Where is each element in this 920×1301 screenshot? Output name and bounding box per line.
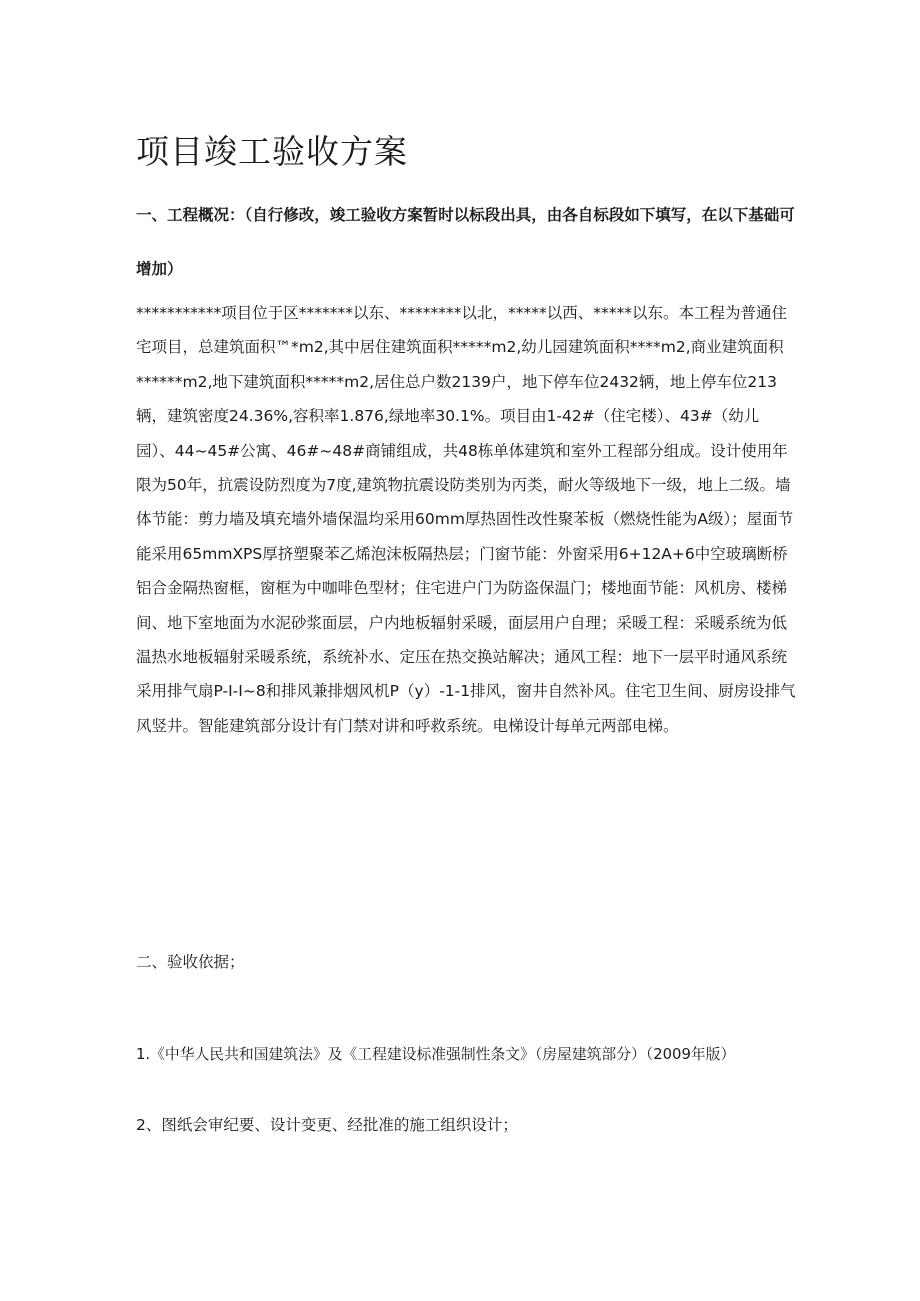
basis-list-item: 2、图纸会审纪要、设计变更、经批准的施工组织设计； xyxy=(136,1116,518,1134)
section-heading-acceptance-basis: 二、验收依据； xyxy=(136,953,245,971)
basis-list-item: 1.《中华人民共和国建筑法》及《工程建设标准强制性条文》（房屋建筑部分）（2009年版） xyxy=(136,1046,736,1063)
section-heading-overview: 一、工程概况：（自行修改，竣工验收方案暂时以标段出具，由各自标段如下填写，在以下基础可增加） xyxy=(136,206,795,278)
overview-paragraph: ***********项目位于区*******以东、********以北，*****以西、*****以东。本工程为普通住宅项目，总建筑面积™*m2,其中居住建筑面积*****m2,幼儿园建筑面积****m2,商业建筑面积******m2,地下建筑面积*****m2,居住总户数2139户，地下停车位2432辆，地上停车位213辆，建筑密度24.36%,容积率1.876,绿地率30.1%。项目由1-42#（住宅楼）、43#（幼儿园）、44~45#公寓、46#~48#商铺组成，共48栋单体建筑和室外工程部分组成。设计使用年限为50年，抗震设防烈度为7度,建筑物抗震设防类别为丙类，耐火等级地下一级，地上二级。墙体节能：剪力墙及填充墙外墙保温均采用60mm厚热固性改性聚苯板（燃烧性能为A级）；屋面节能采用65mmXPS厚挤塑聚苯乙烯泡沫板隔热层；门窗节能：外窗采用6+12A+6中空玻璃断桥铝合金隔热窗框，窗框为中咖啡色型材；住宅进户门为防盗保温门；楼地面节能：风机房、楼梯间、地下室地面为水泥砂浆面层，户内地板辐射采暖，面层用户自理；采暖工程：采暖系统为低温热水地板辐射采暖系统，系统补水、定压在热交换站解决；通风工程：地下一层平时通风系统采用排气扇P-I-I~8和排风兼排烟风机P（y）-1-1排风，窗井自然补风。住宅卫生间、厨房设排气风竖井。智能建筑部分设计有门禁对讲和呼救系统。电梯设计每单元两部电梯。 xyxy=(136,304,796,735)
document-title: 项目竣工验收方案 xyxy=(136,132,408,171)
overview-body xyxy=(136,296,796,743)
